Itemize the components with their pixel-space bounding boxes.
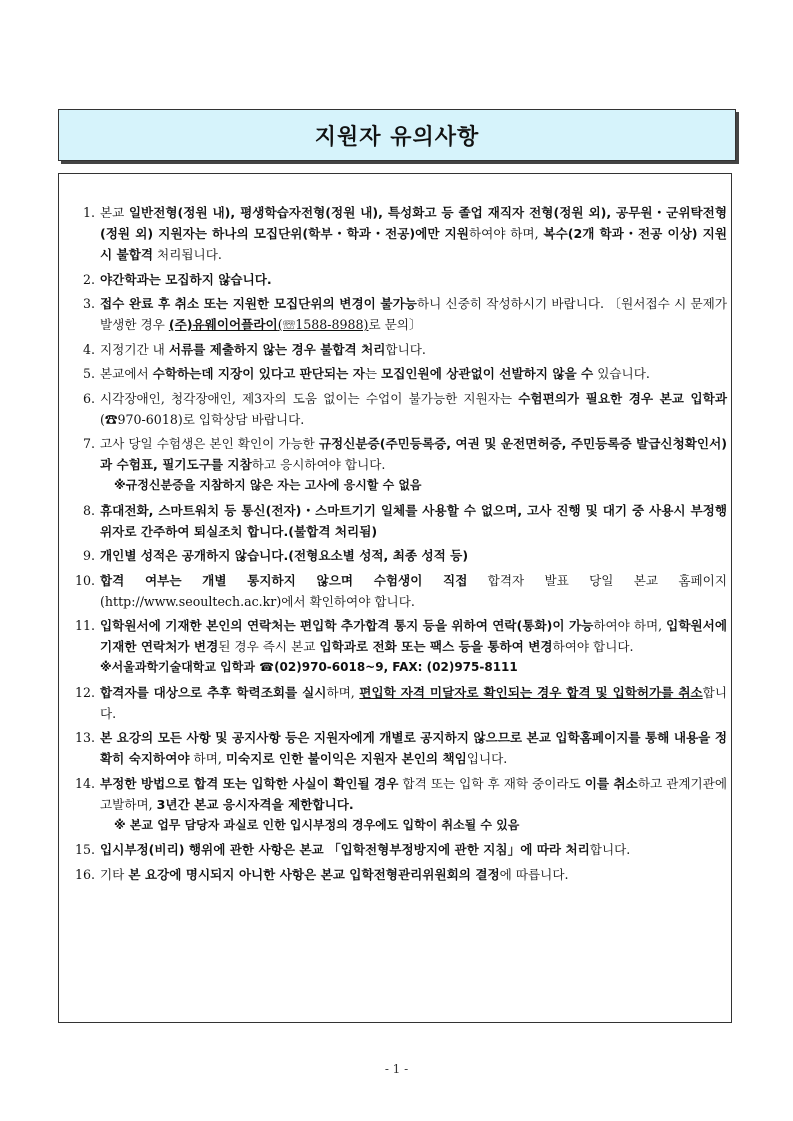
emphasis-text: 입학원서에 기재한 연락처가 변경 xyxy=(100,618,727,654)
notice-item-13 xyxy=(73,727,727,769)
emphasis-text: 접수 완료 후 취소 또는 지원한 모집단위의 변경이 불가능 xyxy=(100,296,417,311)
emphasis-text: 합격자를 대상으로 추후 학력조회를 실시 xyxy=(100,684,327,700)
body-text: 있습니다. xyxy=(593,366,650,381)
item-number: 6. xyxy=(82,390,95,406)
emphasis-text: 3년간 본교 응시자격을 제한합니다. xyxy=(156,796,354,812)
body-text: 시각장애인, 청각장애인, 제3자의 도움 없이는 수업이 불가능한 지원자는 xyxy=(100,390,519,406)
body-text: 에 따릅니다. xyxy=(499,866,569,882)
body-text: 합니다. xyxy=(385,341,426,357)
body-text: 지정기간 내 xyxy=(100,341,169,357)
item-note: ※서울과학기술대학교 입학과 ☎(02)970-6018~9, FAX: (02)975-8111 xyxy=(100,660,518,674)
body-text: 합니다. xyxy=(100,684,727,721)
emphasis-text: 합격 여부는 개별 통지하지 않으며 수험생이 직접 xyxy=(100,572,468,588)
notice-list xyxy=(73,202,727,888)
item-note: ※ 본교 업무 담당자 과실로 인한 입시부정의 경우에도 입학이 취소될 수 있음 xyxy=(114,817,520,832)
item-number: 8. xyxy=(82,502,95,518)
notice-item-3 xyxy=(73,293,727,335)
item-text xyxy=(100,773,727,836)
notice-item-4 xyxy=(73,339,727,360)
body-text: 본교 xyxy=(100,205,129,220)
notice-item-9 xyxy=(73,545,727,566)
emphasis-text: 복수(2개 학과・전공 이상) 지원 시 불합격 xyxy=(100,226,728,262)
body-text: 하여야 합니다. xyxy=(552,639,634,654)
body-text: 된 경우 즉시 본교 xyxy=(218,639,320,654)
emphasis-text: 개인별 성적은 공개하지 않습니다.(전형요소별 성적, 최종 성적 등) xyxy=(100,548,469,563)
item-number: 14. xyxy=(74,775,95,791)
body-text: 하고 관계기관에 고발하며, xyxy=(100,775,727,812)
emphasis-text: 부정한 방법으로 합격 또는 입학한 사실이 확인될 경우 xyxy=(100,775,399,791)
notice-item-11 xyxy=(73,615,727,678)
emphasis-text: 입시부정(비리) 행위에 관한 사항은 본교 「입학전형부정방지에 관한 지침」에 따라 처리 xyxy=(100,842,590,857)
notice-item-2 xyxy=(73,269,727,290)
notice-item-7 xyxy=(73,433,727,496)
emphasis-text: 휴대전화, 스마트워치 등 통신(전자)・스마트기기 일체를 사용할 수 없으며, 고사 진행 및 대기 중 사용시 부정행위자로 간주하여 퇴실조치 합니다.(불합격 처리됨) xyxy=(100,502,727,539)
notice-item-12 xyxy=(73,682,727,724)
body-text: (☎970-6018)로 입학상담 바랍니다. xyxy=(100,411,305,427)
item-number: 12. xyxy=(74,684,95,700)
body-text: 는 xyxy=(364,366,382,381)
item-text xyxy=(100,388,727,430)
item-note: ※규정신분증을 지참하지 않은 자는 고사에 응시할 수 없음 xyxy=(114,478,422,492)
emphasis-text: 본 요강에 명시되지 아니한 사항은 본교 입학전형관리위원회의 결정 xyxy=(128,866,500,882)
body-text: 하니 신중히 작성하시기 바랍니다. 〔원서접수 시 문제가 발생한 경우 xyxy=(100,296,727,332)
emphasis-text: 본 요강의 모든 사항 및 공지사항 등은 지원자에게 개별로 공지하지 않으므로 본교 입학홈페이지를 통해 내용을 정확히 숙지하여야 xyxy=(100,730,727,766)
page-title: 지원자 유의사항 xyxy=(314,124,480,150)
emphasis-text: 편입학 자격 미달자로 확인되는 경우 합격 및 입학허가를 취소 xyxy=(359,684,703,700)
notice-item-5 xyxy=(73,363,727,384)
emphasis-text: 이를 취소 xyxy=(584,775,638,791)
notice-item-16 xyxy=(73,864,727,885)
item-text xyxy=(100,293,727,335)
notice-item-6 xyxy=(73,388,727,430)
item-number: 13. xyxy=(74,730,95,745)
item-text xyxy=(100,682,727,724)
body-text: 하며, xyxy=(189,751,226,766)
item-text xyxy=(100,727,727,769)
notice-item-10 xyxy=(73,570,727,612)
item-text xyxy=(100,363,727,384)
notice-item-14 xyxy=(73,773,727,836)
emphasis-text: (주)유웨이어플라이 xyxy=(168,317,278,332)
emphasis-text: 입학원서에 기재한 본인의 연락처는 편입학 추가합격 통지 등을 위하여 연락(통화)이 가능 xyxy=(100,618,594,633)
body-text: 기타 xyxy=(100,866,129,882)
emphasis-text: 수학하는데 지장이 있다고 판단되는 자 xyxy=(152,366,365,381)
notice-item-1 xyxy=(73,202,727,265)
page-number: - 1 - xyxy=(384,1062,409,1076)
body-text: 로 문의〕 xyxy=(368,317,422,332)
emphasis-text: 입학과로 전화 또는 팩스 등을 통하여 변경 xyxy=(319,639,553,654)
item-number: 4. xyxy=(82,341,95,357)
emphasis-text: 일반전형(정원 내), 평생학습자전형(정원 내), 특성화고 등 졸업 재직자 전형(정원 외), 공무원・군위탁전형(정원 외) 지원자는 하나의 모집단위(학부・학과・전공)에만 지원 xyxy=(100,205,727,241)
emphasis-text: 규정신분증(주민등록증, 여권 및 운전면허증, 주민등록증 발급신청확인서)과 수험표, 필기도구를 지참 xyxy=(100,436,728,472)
item-number: 5. xyxy=(82,366,95,381)
emphasis-text: 미숙지로 인한 불이익은 지원자 본인의 책임 xyxy=(225,751,467,766)
title-banner xyxy=(58,109,736,161)
item-number: 15. xyxy=(74,842,95,857)
body-text: 하고 응시하여야 합니다. xyxy=(251,457,386,472)
body-text: 합격 또는 입학 후 재학 중이라도 xyxy=(398,775,585,791)
body-text: 하여야 하며, xyxy=(468,226,544,241)
body-text: 하여야 하며, xyxy=(593,618,667,633)
item-number: 7. xyxy=(82,436,95,451)
body-text: 본교에서 xyxy=(100,366,153,381)
body-text: 합니다. xyxy=(589,842,631,857)
item-text xyxy=(100,864,727,885)
item-text xyxy=(100,839,727,860)
item-number: 10. xyxy=(74,572,95,588)
item-text xyxy=(100,545,727,566)
body-text: 합격자 발표 당일 본교 홈페이지(http://www.seoultech.ac.kr)에서 확인하여야 합니다. xyxy=(100,572,727,609)
emphasis-text: 모집인원에 상관없이 선발하지 않을 수 xyxy=(381,366,594,381)
body-text: (☏1588-8988) xyxy=(277,317,369,332)
notice-item-15 xyxy=(73,839,727,860)
item-text xyxy=(100,615,727,678)
emphasis-text: 수험편의가 필요한 경우 본교 입학과 xyxy=(518,390,727,406)
item-number: 3. xyxy=(82,296,95,311)
item-number: 11. xyxy=(74,618,95,633)
body-text: 하며, xyxy=(326,684,360,700)
item-text xyxy=(100,269,727,290)
notice-box xyxy=(58,173,732,1023)
item-number: 2. xyxy=(82,271,95,287)
emphasis-text: 야간학과는 모집하지 않습니다. xyxy=(100,271,272,287)
item-number: 9. xyxy=(82,548,95,563)
item-text xyxy=(100,202,727,265)
emphasis-text: 서류를 제출하지 않는 경우 불합격 처리 xyxy=(168,341,386,357)
item-text xyxy=(100,500,727,542)
item-number: 1. xyxy=(82,205,95,220)
body-text: 입니다. xyxy=(466,751,508,766)
item-text xyxy=(100,433,727,496)
item-text xyxy=(100,339,727,360)
notice-item-8 xyxy=(73,500,727,542)
body-text: 처리됩니다. xyxy=(153,247,222,262)
body-text: 고사 당일 수험생은 본인 확인이 가능한 xyxy=(100,436,319,451)
item-text xyxy=(100,570,727,612)
item-number: 16. xyxy=(74,866,95,882)
